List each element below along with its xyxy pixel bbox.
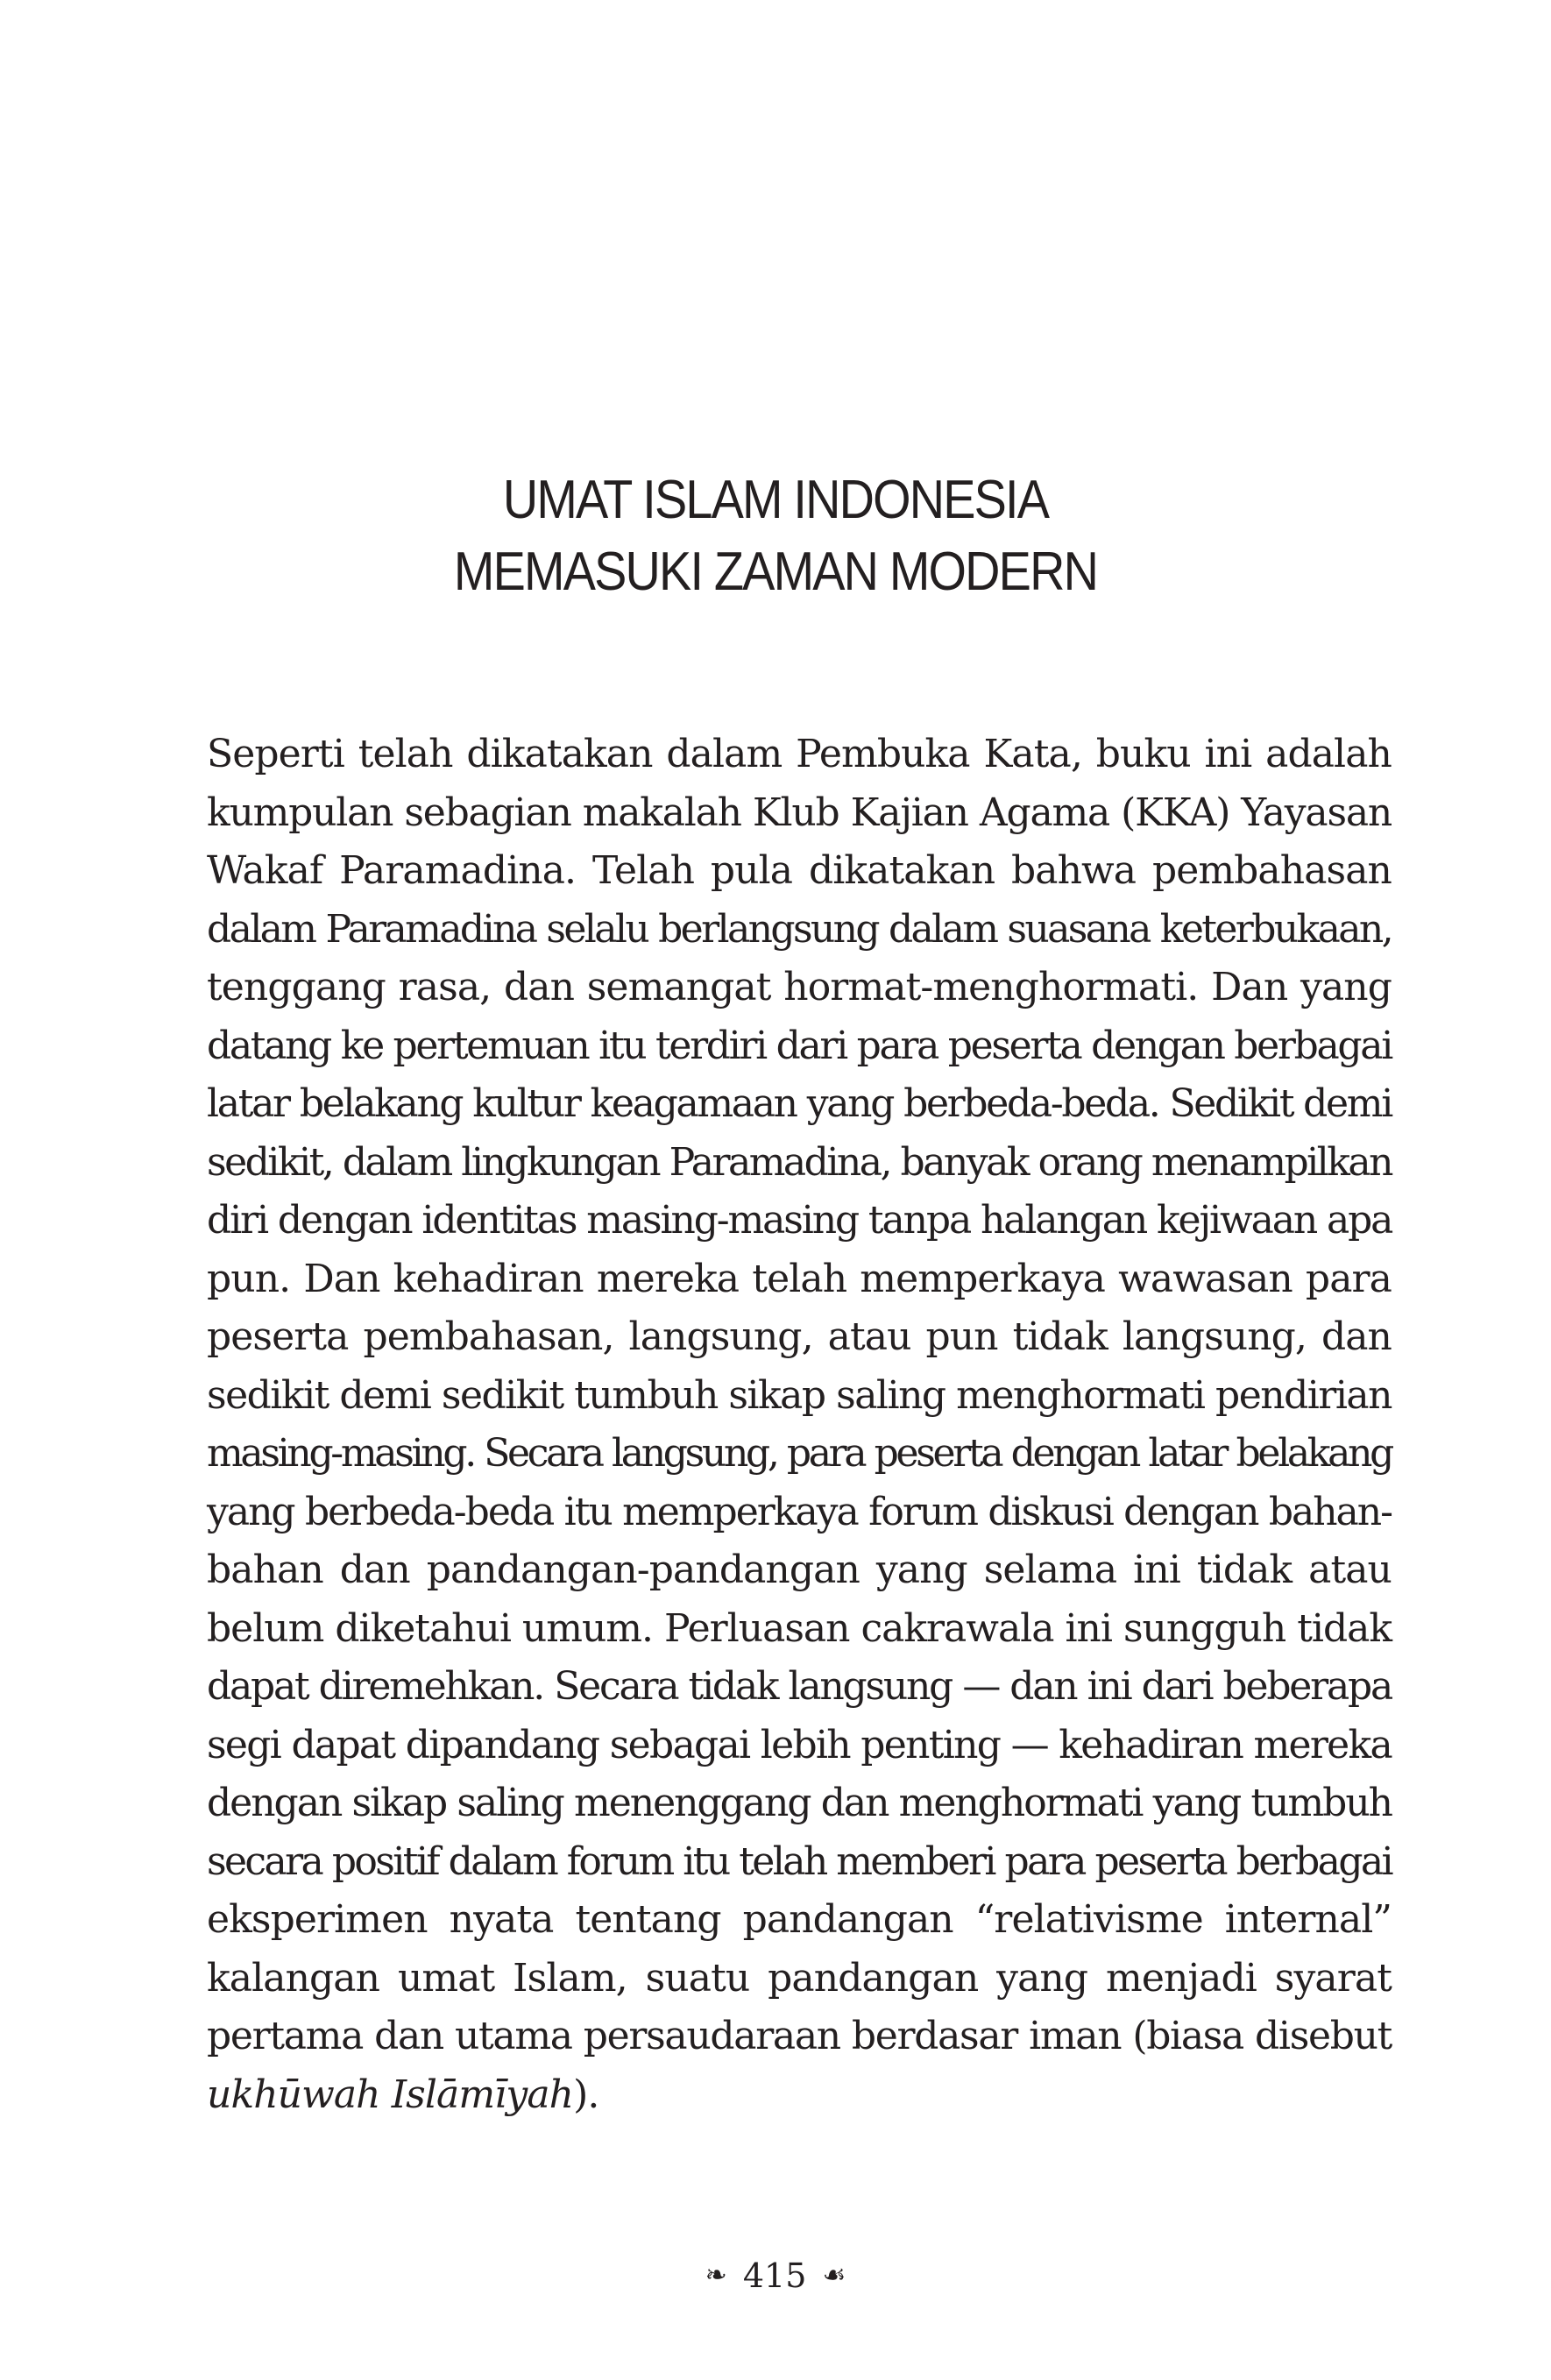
page-folio	[0, 2250, 1551, 2298]
text-line: kalangan umat Islam, suatu pandangan yang menjadi syarat	[207, 1955, 1392, 2001]
text-line: secara positif dalam forum itu telah memberi para peserta berbagai	[207, 1838, 1392, 1884]
text-line: dengan sikap saling menenggang dan menghormati yang tumbuh	[207, 1781, 1392, 1825]
text-line-last	[207, 2066, 1392, 2125]
text-line: belum diketahui umum. Perluasan cakrawala ini sungguh tidak	[207, 1605, 1392, 1651]
text-line: diri dengan identitas masing-masing tanpa halangan kejiwaan apa	[207, 1198, 1392, 1243]
ornament-left-icon: ❧	[705, 2259, 727, 2291]
text-line: eksperimen nyata tentang pandangan “relativisme internal”	[207, 1897, 1392, 1942]
body-paragraph	[207, 726, 1392, 2124]
text-line: tenggang rasa, dan semangat hormat-menghormati. Dan yang	[207, 965, 1392, 1009]
text-line: pertama dan utama persaudaraan berdasar iman (biasa disebut	[207, 2014, 1392, 2058]
text-line: sedikit demi sedikit tumbuh sikap saling menghormati pendirian	[207, 1372, 1392, 1418]
text-line: Seperti telah dikatakan dalam Pembuka Kata, buku ini adalah	[207, 732, 1392, 776]
text-line: latar belakang kultur keagamaan yang berbeda-beda. Sedikit demi	[207, 1081, 1392, 1126]
text-line: sedikit, dalam lingkungan Paramadina, banyak orang menampilkan	[207, 1139, 1392, 1185]
text-line: pun. Dan kehadiran mereka telah memperkaya wawasan para	[207, 1256, 1392, 1301]
text-line: segi dapat dipandang sebagai lebih penting — kehadiran mereka	[207, 1722, 1392, 1767]
text-line: dalam Paramadina selalu berlangsung dalam suasana keterbukaan,	[207, 906, 1392, 952]
text-line: bahan dan pandangan-pandangan yang selama ini tidak atau	[207, 1548, 1392, 1592]
chapter-title-line-1: UMAT ISLAM INDONESIA	[502, 469, 1049, 530]
text-line: datang ke pertemuan itu terdiri dari para peserta dengan berbagai	[207, 1023, 1392, 1068]
italic-term: ukhūwah Islāmīyah	[207, 2072, 574, 2117]
closing-punctuation: ).	[573, 2072, 599, 2117]
chapter-title	[78, 464, 1474, 608]
text-line: kumpulan sebagian makalah Klub Kajian Agama (KKA) Yayasan	[207, 790, 1392, 835]
text-line: Wakaf Paramadina. Telah pula dikatakan bahwa pembahasan	[207, 848, 1392, 893]
text-line: dapat diremehkan. Secara tidak langsung — dan ini dari beberapa	[207, 1664, 1392, 1709]
ornament-right-icon: ☙	[822, 2259, 846, 2291]
text-line: yang berbeda-beda itu memperkaya forum diskusi dengan bahan-	[207, 1489, 1392, 1534]
chapter-title-line-2: MEMASUKI ZAMAN MODERN	[453, 541, 1098, 602]
page-number: 415	[742, 2256, 807, 2295]
text-line: peserta pembahasan, langsung, atau pun tidak langsung, dan	[207, 1314, 1392, 1359]
text-line: masing-masing. Secara langsung, para peserta dengan latar belakang	[207, 1431, 1392, 1476]
